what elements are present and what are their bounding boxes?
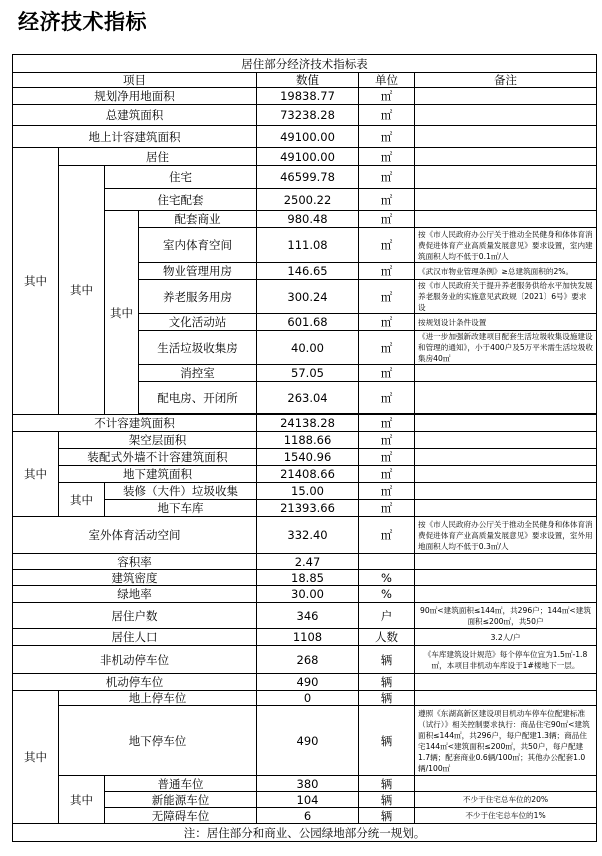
row-value: 19838.77 [257,88,359,105]
row-value: 300.24 [257,280,359,314]
header-value: 数值 [257,73,359,88]
row-unit: 人数 [359,629,415,646]
row-note: 按《市人民政府办公厅关于推动全民健身和体体育消费促进体育产业高质量发展意见》要求设置，室外用地面积人均不低于0.3㎡/人 [415,517,597,554]
row-label: 室内体育空间 [139,228,257,263]
row-value: 380 [257,776,359,792]
table-row [13,466,597,483]
row-unit: ㎡ [359,415,415,432]
row-label: 地下建筑面积 [59,466,257,483]
row-label: 室外体育活动空间 [13,517,257,554]
row-note [415,776,597,792]
row-label: 装修（大件）垃圾收集 [105,483,257,500]
row-value: 6 [257,808,359,824]
economic-indicators-table [12,54,597,842]
table-row [13,674,597,691]
row-note [415,211,597,228]
row-note: 按《市人民政府办公厅关于推动全民健身和体体育消费促进体育产业高质量发展意见》要求设置，室内建筑面积人均不低于0.1㎡/人 [415,228,597,263]
row-unit [359,554,415,570]
table-row [13,88,597,105]
row-value: 24138.28 [257,415,359,432]
row-unit: ㎡ [359,280,415,314]
row-unit: 辆 [359,691,415,706]
row-note [415,382,597,414]
row-label: 住宅 [105,166,257,189]
row-unit: ㎡ [359,228,415,263]
group-label-of-which: 其中 [13,148,59,415]
row-unit: ㎡ [359,148,415,166]
row-unit: ㎡ [359,483,415,500]
row-label: 装配式外墙不计容建筑面积 [59,449,257,466]
row-note [415,415,597,432]
row-note [415,691,597,706]
group-label-of-which: 其中 [59,776,105,824]
row-value: 2.47 [257,554,359,570]
row-unit: ㎡ [359,382,415,414]
group-label-of-which: 其中 [59,483,105,517]
row-value: 601.68 [257,314,359,331]
row-unit: 辆 [359,646,415,674]
table-row [13,691,597,706]
row-note: 3.2人/户 [415,629,597,646]
row-value: 49100.00 [257,126,359,148]
row-unit: ㎡ [359,211,415,228]
row-label: 生活垃圾收集房 [139,331,257,365]
table-row [13,126,597,148]
table-footnote: 注：居住部分和商业、公园绿地部分统一规划。 [13,824,597,842]
row-note [415,586,597,603]
row-value: 1188.66 [257,432,359,449]
row-note [415,483,597,500]
table-row [13,603,597,629]
row-label: 消控室 [139,365,257,382]
row-label: 普通车位 [105,776,257,792]
row-value: 49100.00 [257,148,359,166]
row-label: 地下停车位 [59,706,257,776]
row-unit: 辆 [359,808,415,824]
row-label: 居住 [59,148,257,166]
table-row [13,586,597,603]
row-label: 地下车库 [105,500,257,517]
row-value: 21393.66 [257,500,359,517]
table-row [13,554,597,570]
table-row [13,646,597,674]
row-note [415,432,597,449]
group-label-of-which: 其中 [105,211,139,415]
row-unit: ㎡ [359,331,415,365]
group-label-of-which: 其中 [13,691,59,824]
row-note [415,166,597,189]
row-note: 《武汉市物业管理条例》≥总建筑面积的2%。 [415,263,597,280]
row-value: 490 [257,674,359,691]
row-note [415,105,597,126]
row-value: 46599.78 [257,166,359,189]
row-note: 按规划设计条件设置 [415,314,597,331]
row-note: 不少于住宅总车位的20% [415,792,597,808]
row-unit: 辆 [359,776,415,792]
table-row [13,166,597,189]
row-label: 配电房、开闭所 [139,382,257,414]
row-label: 养老服务用房 [139,280,257,314]
row-label: 地上计容建筑面积 [13,126,257,148]
row-value: 2500.22 [257,189,359,211]
row-note: 遵照《东湖高新区建设项目机动车停车位配建标准（试行）》相关控制要求执行：商品住宅90㎡<建筑面积≤144㎡，共296户，每户配建1.3辆；商品住宅144㎡<建筑面积≤200㎡，共50户，每户配建1.7辆；配套商业0.6辆/100㎡；其他办公配套1.0辆/100㎡ [415,706,597,776]
footnote-row [13,824,597,842]
row-value: 0 [257,691,359,706]
row-value: 263.04 [257,382,359,414]
row-label: 地上停车位 [59,691,257,706]
row-unit: 辆 [359,792,415,808]
row-label: 建筑密度 [13,570,257,586]
row-note [415,500,597,517]
row-note [415,126,597,148]
row-label: 非机动停车位 [13,646,257,674]
row-unit: ㎡ [359,166,415,189]
row-note: 《车库建筑设计规范》每个停车位宜为1.5㎡-1.8㎡，本项目非机动车库设于1#楼地下一层。 [415,646,597,674]
row-unit: 辆 [359,706,415,776]
row-label: 绿地率 [13,586,257,603]
row-value: 1108 [257,629,359,646]
row-unit: ㎡ [359,500,415,517]
row-value: 268 [257,646,359,674]
row-unit: % [359,570,415,586]
row-note [415,674,597,691]
row-note: 《进一步加强新改建项目配套生活垃圾收集设施建设和管理的通知》，小于400户及5万平米需生活垃圾收集房40㎡ [415,331,597,365]
table-row [13,517,597,554]
row-note [415,365,597,382]
row-unit: ㎡ [359,105,415,126]
row-note: 不少于住宅总车位的1% [415,808,597,824]
row-unit: ㎡ [359,449,415,466]
row-label: 配套商业 [139,211,257,228]
row-label: 不计容建筑面积 [13,415,257,432]
header-note: 备注 [415,73,597,88]
row-value: 15.00 [257,483,359,500]
row-value: 332.40 [257,517,359,554]
row-note [415,189,597,211]
row-unit: ㎡ [359,189,415,211]
group-label-of-which: 其中 [13,432,59,517]
row-label: 居住人口 [13,629,257,646]
row-value: 57.05 [257,365,359,382]
row-unit: % [359,586,415,603]
row-note [415,466,597,483]
header-unit: 单位 [359,73,415,88]
row-label: 规划净用地面积 [13,88,257,105]
row-unit: ㎡ [359,466,415,483]
row-label: 物业管理用房 [139,263,257,280]
table-row [13,148,597,166]
row-unit: ㎡ [359,365,415,382]
row-label: 住宅配套 [105,189,257,211]
page-title: 经济技术指标 [18,10,147,34]
row-value: 346 [257,603,359,629]
row-note [415,554,597,570]
row-note [415,88,597,105]
row-unit: ㎡ [359,432,415,449]
row-label: 容积率 [13,554,257,570]
header-row [13,73,597,88]
row-value: 30.00 [257,586,359,603]
row-value: 21408.66 [257,466,359,483]
row-note [415,449,597,466]
row-unit: ㎡ [359,314,415,331]
row-value: 104 [257,792,359,808]
row-unit: ㎡ [359,88,415,105]
row-value: 980.48 [257,211,359,228]
table-row [13,432,597,449]
row-label: 无障碍车位 [105,808,257,824]
row-unit: ㎡ [359,126,415,148]
row-unit: ㎡ [359,517,415,554]
row-value: 73238.28 [257,105,359,126]
row-note: 90㎡<建筑面积≤144㎡，共296户；144㎡<建筑面积≤200㎡，共50户 [415,603,597,629]
table-row [13,776,597,792]
row-value: 40.00 [257,331,359,365]
table-caption: 居住部分经济技术指标表 [13,55,597,73]
row-note [415,570,597,586]
row-unit: 户 [359,603,415,629]
table-row [13,415,597,432]
row-label: 机动停车位 [13,674,257,691]
table-row [13,706,597,776]
row-value: 1540.96 [257,449,359,466]
table-row [13,629,597,646]
header-item: 项目 [13,73,257,88]
row-note [415,148,597,166]
row-unit: ㎡ [359,263,415,280]
row-label: 文化活动站 [139,314,257,331]
table-row [13,449,597,466]
row-note: 按《市人民政府关于提升养老服务供给水平加快发展养老服务业的实施意见武政规〔2021〕6号》要求设 [415,280,597,314]
table-row [13,105,597,126]
row-value: 146.65 [257,263,359,280]
row-value: 490 [257,706,359,776]
row-value: 18.85 [257,570,359,586]
row-label: 架空层面积 [59,432,257,449]
table-row [13,483,597,500]
row-label: 居住户数 [13,603,257,629]
table-row [13,570,597,586]
row-label: 总建筑面积 [13,105,257,126]
row-unit: 辆 [359,674,415,691]
row-label: 新能源车位 [105,792,257,808]
group-label-of-which: 其中 [59,166,105,415]
row-value: 111.08 [257,228,359,263]
